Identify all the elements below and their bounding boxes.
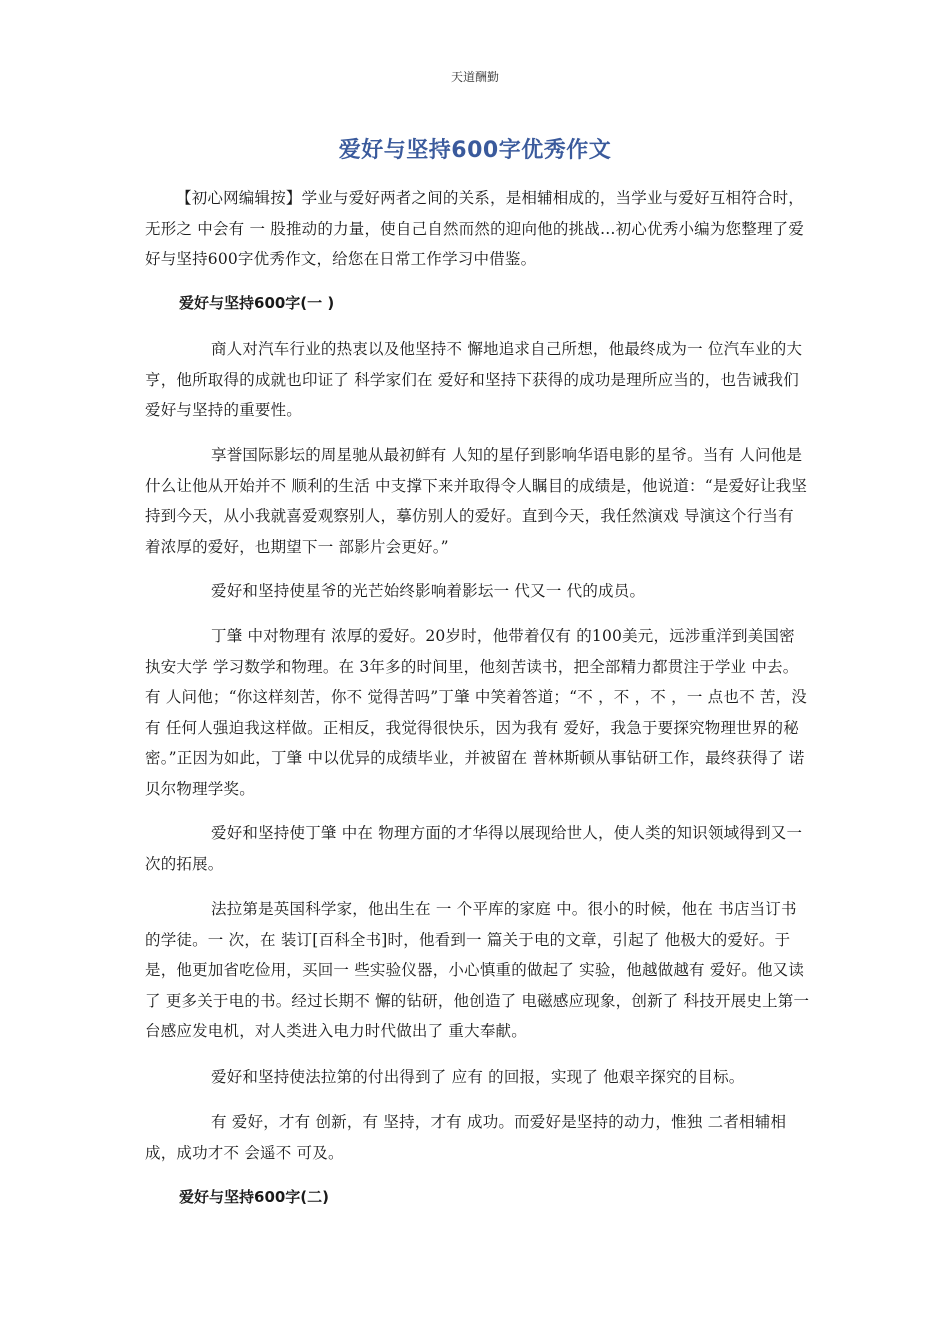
section-1-paragraph-7: 爱好和坚持使法拉第的付出得到了 应有 的回报，实现了 他艰辛探究的目标。 [211,1068,745,1086]
section-2-heading: 爱好与坚持600字(二) [179,1188,330,1206]
document-title: 爱好与坚持600字优秀作文 [338,138,612,163]
section-1-paragraph-8: 有 爱好，才有 创新，有 坚持，才有 成功。而爱好是坚持的动力，惟独 二者相辅相成，成功才不 会遥不 可及。 [145,1113,787,1162]
section-1-paragraph-1: 商人对汽车行业的热衷以及他坚持不 懈地追求自己所想，他最终成为一 位汽车业的大亨，他所取得的成就也印证了 科学家们在 爱好和坚持下获得的成功是理所应当的，也告诫我们爱好与坚持的重要性。 [145,340,803,419]
intro-paragraph: 【初心网编辑按】学业与爱好两者之间的关系，是相辅相成的，当学业与爱好互相符合时，无形之 中会有 一 股推动的力量，使自己自然而然的迎向他的挑战…初心优秀小编为您整理了爱好与坚持600字优秀作文，给您在日常工作学习中借鉴。 [145,189,805,268]
section-1-paragraph-3: 爱好和坚持使星爷的光芒始终影响着影坛一 代又一 代的成员。 [211,582,646,600]
section-1-heading: 爱好与坚持600字(一 ) [179,294,335,312]
section-1-paragraph-6: 法拉第是英国科学家，他出生在 一 个平库的家庭 中。很小的时候，他在 书店当订书的学徒。一 次，在 装订[百科全书]时，他看到一 篇关于电的文章，引起了 他极大的爱好。于是，他更加省吃俭用，买回一 些实验仪器，小心慎重的做起了 实验，他越做越有 爱好。他又读了 更多关于电的书。经过长期不 懈的钻研，他创造了 电磁感应现象，创新了 科技开展史上第一 台感应发电机，对人类进入电力时代做出了 重大奉献。 [145,900,810,1040]
section-1-paragraph-4: 丁肇 中对物理有 浓厚的爱好。20岁时，他带着仅有 的100美元，远涉重洋到美国密执安大学 学习数学和物理。在 3年多的时间里，他刻苦读书，把全部精力都贯注于学业 中去。有 人问他；“你这样刻苦，你不 觉得苦吗”丁肇 中笑着答道；“不 ，不 ，不 ，一 点也不 苦，没有 任何人强迫我这样做。正相反，我觉得很快乐，因为我有 爱好，我急于要探究物理世界的秘密。”正因为如此，丁肇 中以优异的成绩毕业，并被留在 普林斯顿从事钻研工作，最终获得了 诺贝尔物理学奖。 [145,627,807,798]
section-1-paragraph-2: 享誉国际影坛的周星驰从最初鲜有 人知的星仔到影响华语电影的星爷。当有 人问他是什么让他从开始并不 顺利的生活 中支撑下来并取得令人瞩目的成绩是，他说道：“是爱好让我坚持到今天，从小我就喜爱观察别人，摹仿别人的爱好。直到今天，我任然演戏 导演这个行当有 着浓厚的爱好，也期望下一 部影片会更好。” [145,446,808,556]
page-header: 天道酬勤 [450,70,499,84]
section-1-paragraph-5: 爱好和坚持使丁肇 中在 物理方面的才华得以展现给世人，使人类的知识领域得到又一 次的拓展。 [145,824,803,873]
